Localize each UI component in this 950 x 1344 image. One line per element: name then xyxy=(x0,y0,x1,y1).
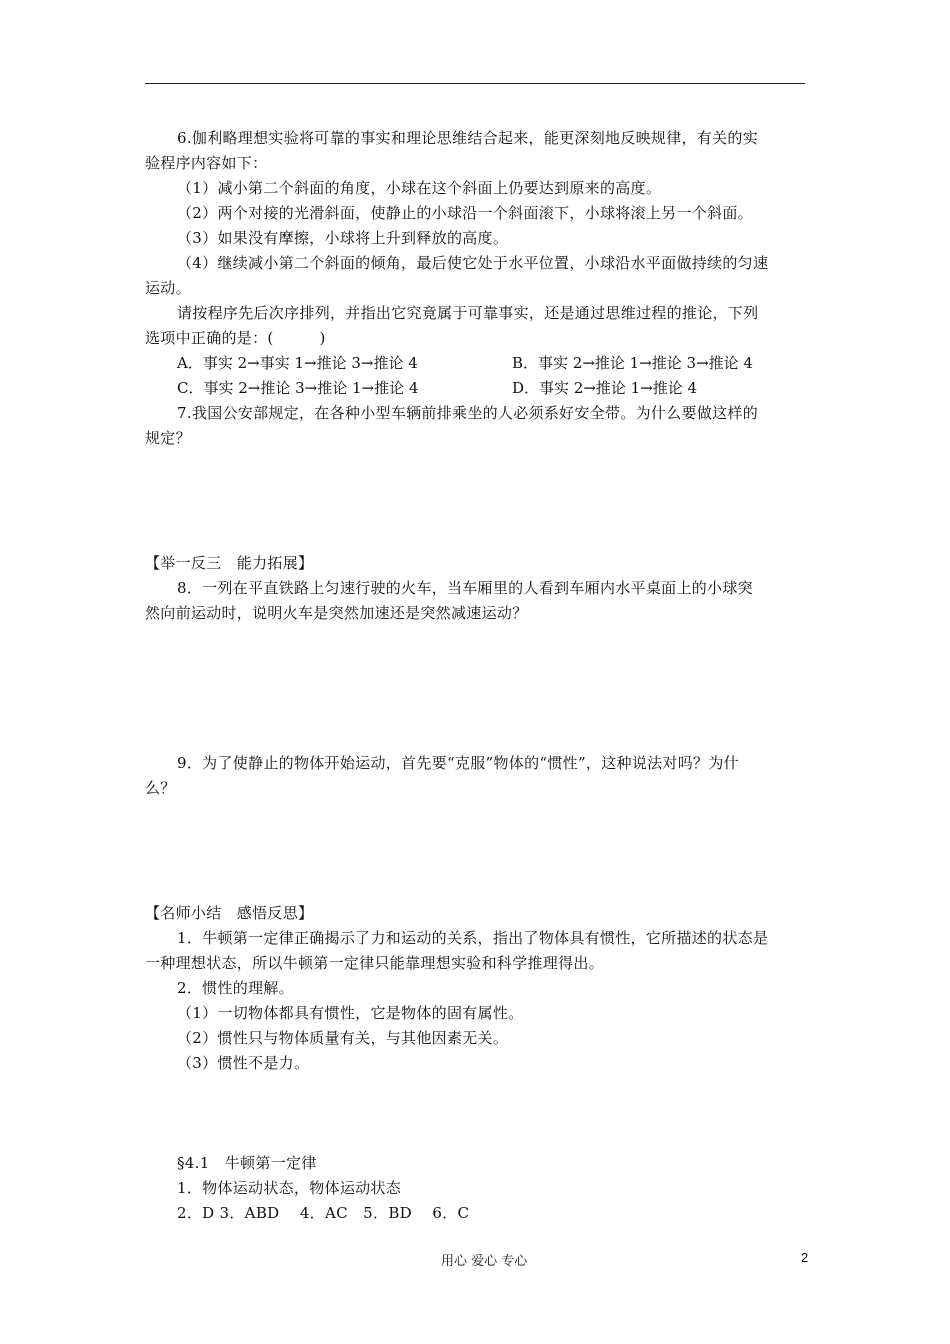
q6-item2: （2）两个对接的光滑斜面，使静止的小球沿一个斜面滚下，小球将滚上另一个斜面。 xyxy=(177,204,753,222)
q6-item1: （1）减小第二个斜面的角度，小球在这个斜面上仍要达到原来的高度。 xyxy=(177,179,662,197)
summary-item3: （3）惯性不是力。 xyxy=(177,1054,310,1072)
page-number: 2 xyxy=(801,1250,809,1265)
summary-item2: （2）惯性只与物体质量有关，与其他因素无关。 xyxy=(177,1029,509,1047)
q7-line1: 7.我国公安部规定，在各种小型车辆前排乘坐的人必须系好安全带。为什么要做这样的 xyxy=(177,404,759,422)
q9-line2: 么？ xyxy=(145,779,176,797)
q6-option-c: C．事实 2→推论 3→推论 1→推论 4 xyxy=(177,379,419,397)
q6-option-a: A．事实 2→事实 1→推论 3→推论 4 xyxy=(177,354,418,372)
answers-line1: 1．物体运动状态，物体运动状态 xyxy=(177,1179,402,1197)
summary-p2: 2．惯性的理解。 xyxy=(177,979,294,997)
q6-option-b: B．事实 2→推论 1→推论 3→推论 4 xyxy=(512,354,753,372)
summary-p1a: 1．牛顿第一定律正确揭示了力和运动的关系，指出了物体具有惯性，它所描述的状态是 xyxy=(177,929,769,947)
section-summary-heading: 【名师小结 感悟反思】 xyxy=(145,904,314,922)
q6-line2: 验程序内容如下： xyxy=(145,154,268,172)
header-rule xyxy=(145,83,805,84)
section-extend-heading: 【举一反三 能力拓展】 xyxy=(145,554,314,572)
q7-line2: 规定？ xyxy=(145,429,191,447)
q9-line1: 9．为了使静止的物体开始运动，首先要“克服”物体的“惯性”，这种说法对吗？为什 xyxy=(177,754,739,772)
answers-title: §4.1 牛顿第一定律 xyxy=(177,1154,317,1172)
q8-line2: 然向前运动时，说明火车是突然加速还是突然减速运动？ xyxy=(145,604,528,622)
summary-p1b: 一种理想状态，所以牛顿第一定律只能靠理想实验和科学推理得出。 xyxy=(145,954,605,972)
summary-item1: （1）一切物体都具有惯性，它是物体的固有属性。 xyxy=(177,1004,524,1022)
q6-item3: （3）如果没有摩擦，小球将上升到释放的高度。 xyxy=(177,229,509,247)
q6-option-d: D．事实 2→推论 1→推论 4 xyxy=(512,379,698,397)
footer-motto: 用心 爱心 专心 xyxy=(441,1254,528,1269)
q6-line1: 6.伽利略理想实验将可靠的事实和理论思维结合起来，能更深刻地反映规律，有关的实 xyxy=(177,129,759,147)
q6-ask1: 请按程序先后次序排列，并指出它究竟属于可靠事实，还是通过思维过程的推论，下列 xyxy=(177,304,759,322)
q6-item4b: 运动。 xyxy=(145,279,191,297)
answers-line2: 2．D 3．ABD 4．AC 5．BD 6．C xyxy=(177,1204,470,1222)
q6-ask2: 选项中正确的是：( ) xyxy=(145,329,326,347)
q6-item4a: （4）继续减小第二个斜面的倾角，最后使它处于水平位置，小球沿水平面做持续的匀速 xyxy=(177,254,769,272)
q8-line1: 8．一列在平直铁路上匀速行驶的火车，当车厢里的人看到车厢内水平桌面上的小球突 xyxy=(177,579,753,597)
